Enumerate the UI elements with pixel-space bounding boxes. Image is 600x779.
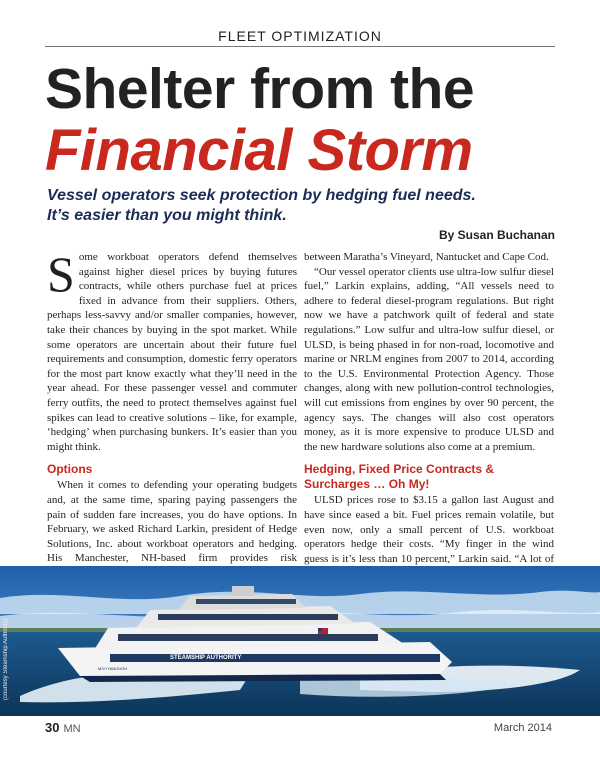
- hull-name: STEAMSHIP AUTHORITY: [170, 655, 242, 661]
- issue-date: March 2014: [493, 722, 552, 734]
- body-paragraph: ULSD prices rose to $3.15 a gallon last August and have since eased a bit. Fuel prices remain volatile, but even now, only a small percent of U.S. workboat operators hedge their costs. “My finger in the wind guess is it’s less than 10 percent,” Larkin said. “A lot of: [304, 494, 554, 565]
- subhead-hedging: Hedging, Fixed Price Contracts & Surcharges … Oh My!: [304, 462, 495, 492]
- byline: By Susan Buchanan: [438, 228, 555, 242]
- page-number: 30: [45, 720, 60, 735]
- section-divider: [45, 46, 555, 47]
- headline-line-1: Shelter from the: [45, 57, 475, 121]
- body-paragraph: between Maratha’s Vineyard, Nantucket and Cape Cod.: [304, 251, 549, 263]
- body-paragraph: “Our vessel operator clients use ultra-low sulfur diesel fuel,” Larkin explains, adding, “All vessels need to adhere to federal diesel-program regulations. But right now we have a patchwork quilt of federal and state regulations.” Low sulfur and ultra-low sulfur diesel, or ULSD, is being phased in for non-road, locomotive and marine or NRLM engines from 2007 to 2014, according to the U.S. Environmental Protection Agency. Those changes, along with new pollution-control technologies, will cut emissions from engines by over 90 percent, the agency says. The changes will also cost operators money, as it is more expensive to produce ULSD and the new hardware solutions also come at a premium.: [304, 265, 554, 453]
- body-text: ome workboat operators defend themselves against higher diesel prices by buying futures contracts, while others purchase fuel at prices fixed in advance from their suppliers. Others, perhaps less-savvy and/or smaller companies, however, take their chances by buying in the spot market. While some operators are uncertain about their future fuel requirements and consumption, domestic ferry operators for the most part know exactly what they’ll need in the year ahead. For these passenger vessel and commuter ferry outfits, the need to protect themselves against fuel spikes can lead to creative solutions – like, for example, ‘hedging’ when purchasing bunkers. It’s easier than you might think.: [47, 251, 297, 453]
- subhead-options: Options: [47, 462, 93, 477]
- deck: [47, 186, 567, 226]
- drop-cap: S: [47, 246, 75, 302]
- deck-line-2: It’s easier than you might think.: [47, 207, 287, 224]
- body-paragraph: [47, 246, 297, 454]
- body-paragraph: When it comes to defending your operating budgets and, at the same time, sparing paying passengers the pain of sudden fare increases, you do have options. In February, we asked Richard Larkin, president of Hedge Solutions, Inc. about workboat operators and hedging. His Manchester, NH-based firm provides risk: [47, 479, 297, 565]
- photo-credit: (courtesy Steamship Authority): [3, 618, 9, 700]
- magazine-abbrev: MN: [63, 723, 81, 735]
- article-column-left: [47, 246, 297, 610]
- folio: [45, 720, 81, 735]
- headline-line-2: Financial Storm: [45, 118, 473, 183]
- ferry-photo: [0, 566, 600, 716]
- article-column-right: [304, 250, 554, 595]
- bow-name: M/V IYANOUGH: [98, 666, 128, 671]
- section-label: FLEET OPTIMIZATION: [218, 28, 382, 44]
- deck-line-1: Vessel operators seek protection by hedging fuel needs.: [47, 187, 476, 204]
